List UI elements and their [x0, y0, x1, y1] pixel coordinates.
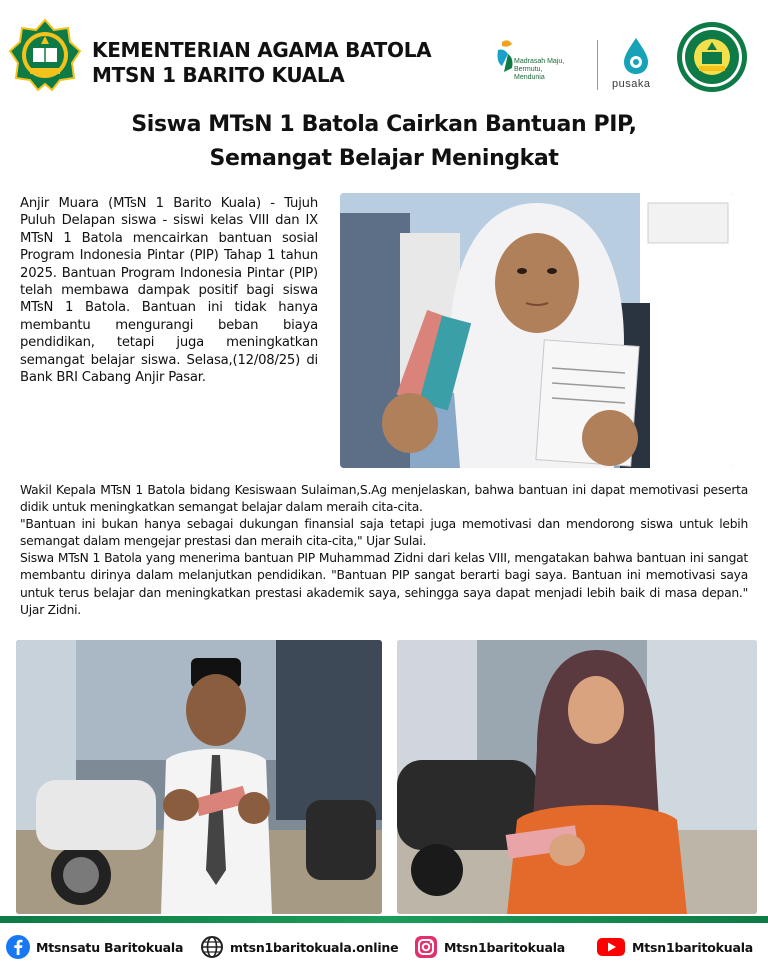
instagram-label: Mtsn1baritokuala [444, 939, 566, 955]
page-header [0, 0, 768, 100]
facebook-link[interactable] [6, 935, 183, 959]
logo-divider [597, 40, 598, 90]
title-line-1: KEMENTERIAN AGAMA BATOLA [92, 38, 432, 62]
facebook-label: Mtsnsatu Baritokuala [36, 939, 184, 955]
page-footer [0, 923, 768, 968]
web-icon [200, 935, 224, 959]
pusaka-label: pusaka [612, 78, 651, 90]
pusaka-logo [610, 34, 662, 94]
youtube-icon [596, 935, 626, 959]
website-link[interactable] [200, 935, 398, 959]
student-hijab-banknote-photo [340, 193, 734, 468]
body-paragraph: Siswa MTsN 1 Batola yang menerima bantuan PIP Muhammad Zidni dari kelas VIII, mengatakan bahwa bantuan ini sangat membantu dirinya dalam melanjutkan pendidikan. "Bantuan PIP sangat berarti bagi saya. Bantuan ini memotivasi saya untuk terus belajar dan meningkatkan prestasi akademik saya, sehingga saya dapat menjadi lebih baik di masa depan." Ujar Zidni. [20, 551, 748, 617]
footer-accent-strip [0, 916, 768, 923]
article-headline [0, 108, 768, 176]
tagline-line: Madrasah Maju, [514, 58, 565, 65]
body-paragraph: "Bantuan ini bukan hanya sebagai dukungan finansial saja tetapi juga memotivasi dan mendorong siswa untuk lebih semangat dalam mengejar prestasi dan meraih cita-cita," Ujar Sulai. [20, 517, 748, 549]
youtube-link[interactable] [596, 935, 753, 959]
kemenag-logo [8, 18, 82, 92]
tagline-line: Bermutu, [514, 66, 543, 73]
article-intro: Anjir Muara (MTsN 1 Barito Kuala) - Tujuh Puluh Delapan siswa - siswi kelas VIII dan IX MTsN 1 Batola mencairkan bantuan sosial Program Indonesia Pintar (PIP) Tahap 1 tahun 2025. Bantuan Program Indonesia Pintar (PIP) telah membawa dampak positif bagi siswa MTsN 1 Batola. Bantuan ini tidak hanya membantu mengurangi beban biaya pendidikan, tetapi juga meningkatkan semangat belajar siswa. Selasa,(12/08/25) di Bank BRI Cabang Anjir Pasar. [20, 196, 318, 386]
madrasah-maju-logo [494, 36, 574, 86]
title-line-2: MTSN 1 BARITO KUALA [92, 63, 345, 87]
headline-line-1: Siswa MTsN 1 Batola Cairkan Bantuan PIP, [131, 112, 637, 137]
facebook-icon [6, 935, 30, 959]
student-zidni-photo [16, 640, 382, 914]
school-logo [675, 20, 749, 94]
website-label: mtsn1baritokuala.online [230, 939, 399, 955]
headline-line-2: Semangat Belajar Meningkat [209, 146, 559, 171]
instagram-icon [414, 935, 438, 959]
body-paragraph: Wakil Kepala MTsN 1 Batola bidang Kesiswaan Sulaiman,S.Ag menjelaskan, bahwa bantuan ini dapat memotivasi peserta didik untuk meningkatkan semangat belajar dalam meraih cita-cita. [20, 483, 748, 515]
instagram-link[interactable] [414, 935, 565, 959]
student-girl-photo [397, 640, 757, 914]
tagline-line: Mendunia [514, 74, 545, 81]
article-body [20, 482, 748, 619]
institution-title [92, 38, 431, 88]
madrasah-tagline [514, 58, 564, 82]
youtube-label: Mtsn1baritokuala [632, 939, 754, 955]
